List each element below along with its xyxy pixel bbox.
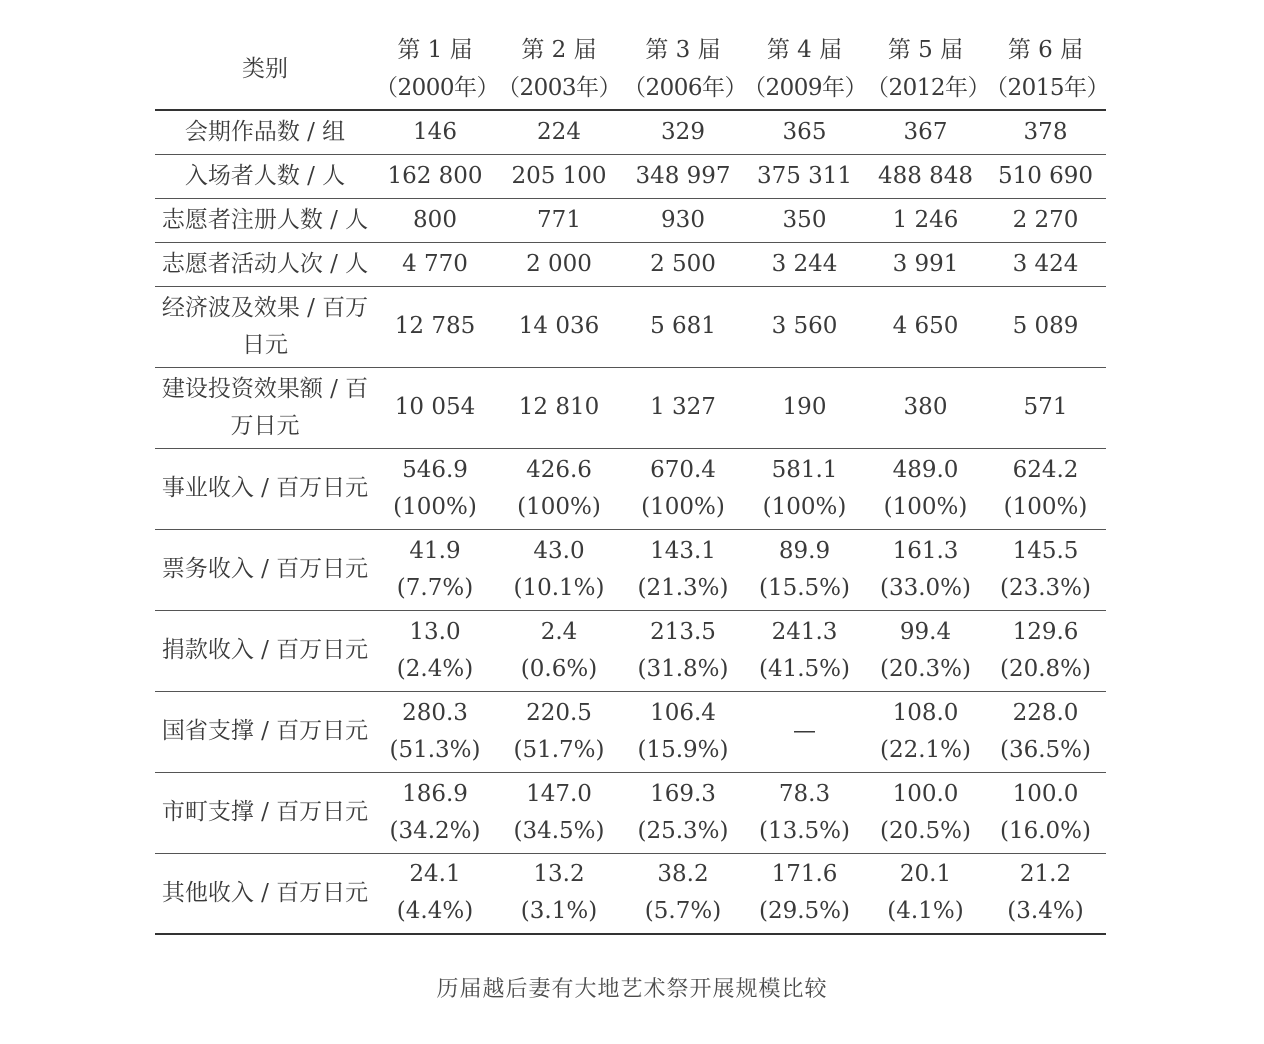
cell-percent: (5.7%)	[644, 898, 722, 925]
edition-year: （2015年）	[985, 74, 1110, 101]
cell-value: 13.2	[533, 861, 585, 888]
cell-value: 571	[1023, 394, 1068, 420]
cell-value: 146	[413, 118, 457, 145]
cell-percent: (34.2%)	[389, 817, 481, 844]
table-cell	[375, 154, 495, 198]
cell-percent: (4.4%)	[396, 898, 474, 925]
cell-value: 2 000	[526, 250, 592, 277]
table-cell	[623, 610, 743, 691]
table-cell	[985, 286, 1106, 367]
edition-header	[623, 28, 748, 110]
cell-value: 43.0	[533, 537, 585, 564]
table-cell	[623, 448, 743, 529]
cell-value: 365	[782, 118, 827, 145]
table-cell	[866, 610, 985, 691]
cell-value: 5 089	[1012, 313, 1079, 339]
cell-value: 375 311	[756, 162, 853, 189]
table-cell	[375, 529, 495, 610]
table-cell	[866, 448, 985, 529]
cell-value: 38.2	[657, 861, 709, 888]
cell-percent: (100%)	[517, 493, 601, 520]
table-cell	[985, 772, 1106, 853]
table-cell	[866, 853, 985, 934]
cell-percent: (51.7%)	[513, 736, 605, 763]
table-cell	[866, 772, 985, 853]
table-cell	[985, 198, 1106, 242]
table-cell	[985, 610, 1106, 691]
cell-percent: (20.5%)	[879, 817, 971, 844]
cell-value: 20.1	[899, 861, 952, 888]
cell-percent: (33.0%)	[879, 574, 971, 601]
cell-value: 426.6	[526, 456, 592, 483]
table-row	[155, 448, 1106, 529]
cell-value: 129.6	[1012, 618, 1079, 645]
cell-value: 100.0	[1012, 780, 1079, 807]
table-cell	[623, 367, 743, 448]
cell-value: 2 270	[1012, 206, 1079, 233]
edition-label: 第 6 届	[1007, 36, 1084, 63]
table-cell	[866, 242, 985, 286]
table-row	[155, 154, 1106, 198]
table-cell	[743, 691, 866, 772]
table-cell	[866, 110, 985, 154]
cell-value: 12 785	[394, 313, 476, 339]
row-category: 会期作品数 / 组	[155, 110, 375, 154]
row-category: 票务收入 / 百万日元	[155, 529, 375, 610]
table-cell	[743, 286, 866, 367]
row-category: 其他收入 / 百万日元	[155, 853, 375, 934]
table-cell	[743, 367, 866, 448]
table-header-row	[155, 28, 1106, 110]
table-row	[155, 198, 1106, 242]
cell-percent: (100%)	[393, 493, 477, 520]
cell-value: 350	[782, 206, 827, 233]
cell-value: 581.1	[771, 456, 838, 483]
cell-value: 78.3	[778, 780, 831, 807]
cell-percent: (2.4%)	[396, 655, 474, 682]
table-cell	[623, 154, 743, 198]
cell-percent: (7.7%)	[396, 574, 474, 601]
table-cell	[985, 853, 1106, 934]
cell-percent: (41.5%)	[758, 655, 850, 682]
category-header: 类别	[155, 28, 375, 110]
cell-value: 4 650	[892, 313, 959, 339]
cell-percent: (100%)	[762, 493, 847, 520]
edition-year: （2003年）	[496, 74, 622, 101]
edition-label: 第 3 届	[645, 36, 721, 63]
cell-value: 930	[661, 206, 705, 233]
table-cell	[743, 448, 866, 529]
table-cell	[866, 286, 985, 367]
table-cell	[985, 154, 1106, 198]
table-cell	[866, 367, 985, 448]
cell-value: 771	[537, 206, 581, 233]
cell-value: 800	[413, 206, 457, 233]
cell-value: 147.0	[526, 780, 592, 807]
table-cell	[985, 529, 1106, 610]
cell-percent: (34.5%)	[513, 817, 605, 844]
cell-value: 10 054	[394, 394, 476, 420]
cell-value: 4 770	[402, 250, 468, 277]
table-cell	[495, 154, 623, 198]
table-cell	[375, 691, 495, 772]
cell-value: 100.0	[892, 780, 959, 807]
cell-value: 24.1	[409, 861, 461, 888]
edition-header	[495, 28, 623, 110]
cell-value: 380	[903, 394, 948, 420]
cell-value: 2 500	[650, 250, 716, 277]
table-cell	[495, 853, 623, 934]
cell-value: 190	[782, 394, 827, 420]
table-caption: 历届越后妻有大地艺术祭开展规模比较	[436, 977, 828, 1002]
edition-year: （2009年）	[743, 74, 868, 101]
cell-value: 169.3	[650, 780, 716, 807]
table-row	[155, 367, 1106, 448]
cell-percent: (3.1%)	[520, 898, 598, 925]
table-row	[155, 110, 1106, 154]
table-cell	[375, 772, 495, 853]
edition-label: 第 1 届	[397, 36, 473, 63]
row-category: 经济波及效果 / 百万日元	[155, 286, 375, 367]
cell-value: 99.4	[899, 618, 952, 645]
edition-year: （2000年）	[375, 74, 500, 101]
cell-value: 213.5	[650, 618, 716, 645]
row-category: 事业收入 / 百万日元	[155, 448, 375, 529]
row-category: 志愿者注册人数 / 人	[155, 198, 375, 242]
row-category: 市町支撑 / 百万日元	[155, 772, 375, 853]
cell-percent: (21.3%)	[637, 574, 729, 601]
table-cell	[866, 529, 985, 610]
cell-value: 108.0	[892, 699, 959, 726]
table-cell	[495, 110, 623, 154]
cell-value: 670.4	[650, 456, 716, 483]
cell-value: 143.1	[650, 537, 716, 564]
cell-value: 228.0	[1012, 699, 1079, 726]
edition-label: 第 4 届	[766, 36, 843, 63]
cell-percent: (22.1%)	[879, 736, 971, 763]
table-cell	[375, 110, 495, 154]
cell-percent: (16.0%)	[999, 817, 1091, 844]
cell-value: 162 800	[387, 162, 483, 189]
row-category: 建设投资效果额 / 百万日元	[155, 367, 375, 448]
table-cell	[495, 610, 623, 691]
cell-value: 1 327	[650, 394, 716, 420]
cell-value: 367	[903, 118, 948, 145]
table-cell	[623, 772, 743, 853]
table-cell	[495, 772, 623, 853]
table-cell	[743, 154, 866, 198]
cell-percent: (100%)	[641, 493, 725, 520]
table-cell	[866, 154, 985, 198]
table-cell	[985, 242, 1106, 286]
table-cell	[623, 286, 743, 367]
table-row	[155, 772, 1106, 853]
cell-value: 329	[661, 118, 705, 145]
table-row	[155, 853, 1106, 934]
cell-percent: (31.8%)	[637, 655, 729, 682]
cell-value: 13.0	[409, 618, 461, 645]
cell-value: 220.5	[526, 699, 592, 726]
row-category: 国省支撑 / 百万日元	[155, 691, 375, 772]
cell-value: 5 681	[650, 313, 716, 339]
cell-value: 546.9	[402, 456, 468, 483]
table-cell	[495, 367, 623, 448]
cell-percent: (0.6%)	[520, 655, 598, 682]
table-cell	[743, 529, 866, 610]
cell-value: 224	[537, 118, 581, 145]
cell-value: 510 690	[997, 162, 1094, 189]
cell-value: 378	[1023, 118, 1068, 145]
cell-percent: (51.3%)	[389, 736, 481, 763]
table-row	[155, 286, 1106, 367]
cell-value: 89.9	[778, 537, 831, 564]
table-cell	[375, 198, 495, 242]
cell-value: 241.3	[771, 618, 838, 645]
cell-value: 161.3	[892, 537, 959, 564]
table-cell	[495, 242, 623, 286]
table-cell	[495, 448, 623, 529]
table-row	[155, 610, 1106, 691]
table-cell	[623, 110, 743, 154]
cell-value: 106.4	[650, 699, 716, 726]
row-category: 志愿者活动人次 / 人	[155, 242, 375, 286]
cell-value: 171.6	[771, 861, 838, 888]
table-body	[155, 110, 1106, 934]
cell-value: 3 560	[771, 313, 838, 339]
edition-year: （2006年）	[623, 74, 748, 101]
edition-header	[985, 28, 1110, 110]
cell-percent: (13.5%)	[758, 817, 850, 844]
table-cell	[743, 242, 866, 286]
cell-value: 145.5	[1012, 537, 1079, 564]
cell-value: 21.2	[1019, 861, 1072, 888]
cell-value: 205 100	[511, 162, 607, 189]
cell-percent: (29.5%)	[758, 898, 850, 925]
table-cell	[495, 691, 623, 772]
cell-percent: (100%)	[883, 493, 968, 520]
edition-header	[375, 28, 500, 110]
table-cell	[375, 286, 495, 367]
table-cell	[743, 198, 866, 242]
edition-year: （2012年）	[866, 74, 991, 101]
cell-percent: (3.4%)	[1007, 898, 1084, 925]
cell-percent: (15.9%)	[637, 736, 729, 763]
table-cell	[985, 691, 1106, 772]
cell-value: 14 036	[518, 313, 600, 339]
table-cell	[985, 367, 1106, 448]
cell-value: 488 848	[877, 162, 974, 189]
table-cell	[743, 610, 866, 691]
table-cell	[495, 286, 623, 367]
edition-header	[866, 28, 991, 110]
table-row	[155, 529, 1106, 610]
cell-value: —	[793, 718, 816, 744]
table-cell	[495, 198, 623, 242]
cell-value: 348 997	[635, 162, 731, 189]
cell-percent: (36.5%)	[999, 736, 1091, 763]
table-row	[155, 691, 1106, 772]
cell-value: 41.9	[409, 537, 461, 564]
cell-percent: (25.3%)	[637, 817, 729, 844]
cell-percent: (100%)	[1003, 493, 1088, 520]
table-cell	[375, 448, 495, 529]
table-row	[155, 242, 1106, 286]
table-cell	[375, 367, 495, 448]
cell-value: 280.3	[402, 699, 468, 726]
row-category: 捐款收入 / 百万日元	[155, 610, 375, 691]
table-cell	[985, 110, 1106, 154]
edition-label: 第 5 届	[887, 36, 964, 63]
cell-value: 2.4	[540, 618, 578, 645]
cell-value: 489.0	[892, 456, 959, 483]
table-cell	[743, 110, 866, 154]
table-cell	[866, 198, 985, 242]
row-category: 入场者人数 / 人	[155, 154, 375, 198]
cell-percent: (23.3%)	[999, 574, 1091, 601]
edition-header	[743, 28, 866, 110]
table-cell	[375, 242, 495, 286]
table-cell	[375, 610, 495, 691]
cell-value: 1 246	[892, 206, 959, 233]
edition-label: 第 2 届	[521, 36, 597, 63]
table-cell	[623, 242, 743, 286]
table-cell	[866, 691, 985, 772]
comparison-table	[155, 28, 1110, 935]
table-cell	[495, 529, 623, 610]
cell-value: 12 810	[518, 394, 600, 420]
table-cell	[743, 772, 866, 853]
cell-value: 624.2	[1012, 456, 1079, 483]
cell-percent: (4.1%)	[887, 898, 964, 925]
cell-value: 3 424	[1012, 250, 1079, 277]
table-cell	[375, 853, 495, 934]
table-cell	[623, 853, 743, 934]
cell-value: 186.9	[402, 780, 468, 807]
cell-percent: (20.3%)	[879, 655, 971, 682]
table-cell	[623, 198, 743, 242]
cell-value: 3 244	[771, 250, 838, 277]
table-cell	[985, 448, 1106, 529]
cell-percent: (20.8%)	[999, 655, 1091, 682]
cell-percent: (15.5%)	[758, 574, 850, 601]
table-cell	[623, 529, 743, 610]
table-cell	[623, 691, 743, 772]
table-cell	[743, 853, 866, 934]
cell-percent: (10.1%)	[513, 574, 605, 601]
cell-value: 3 991	[892, 250, 959, 277]
